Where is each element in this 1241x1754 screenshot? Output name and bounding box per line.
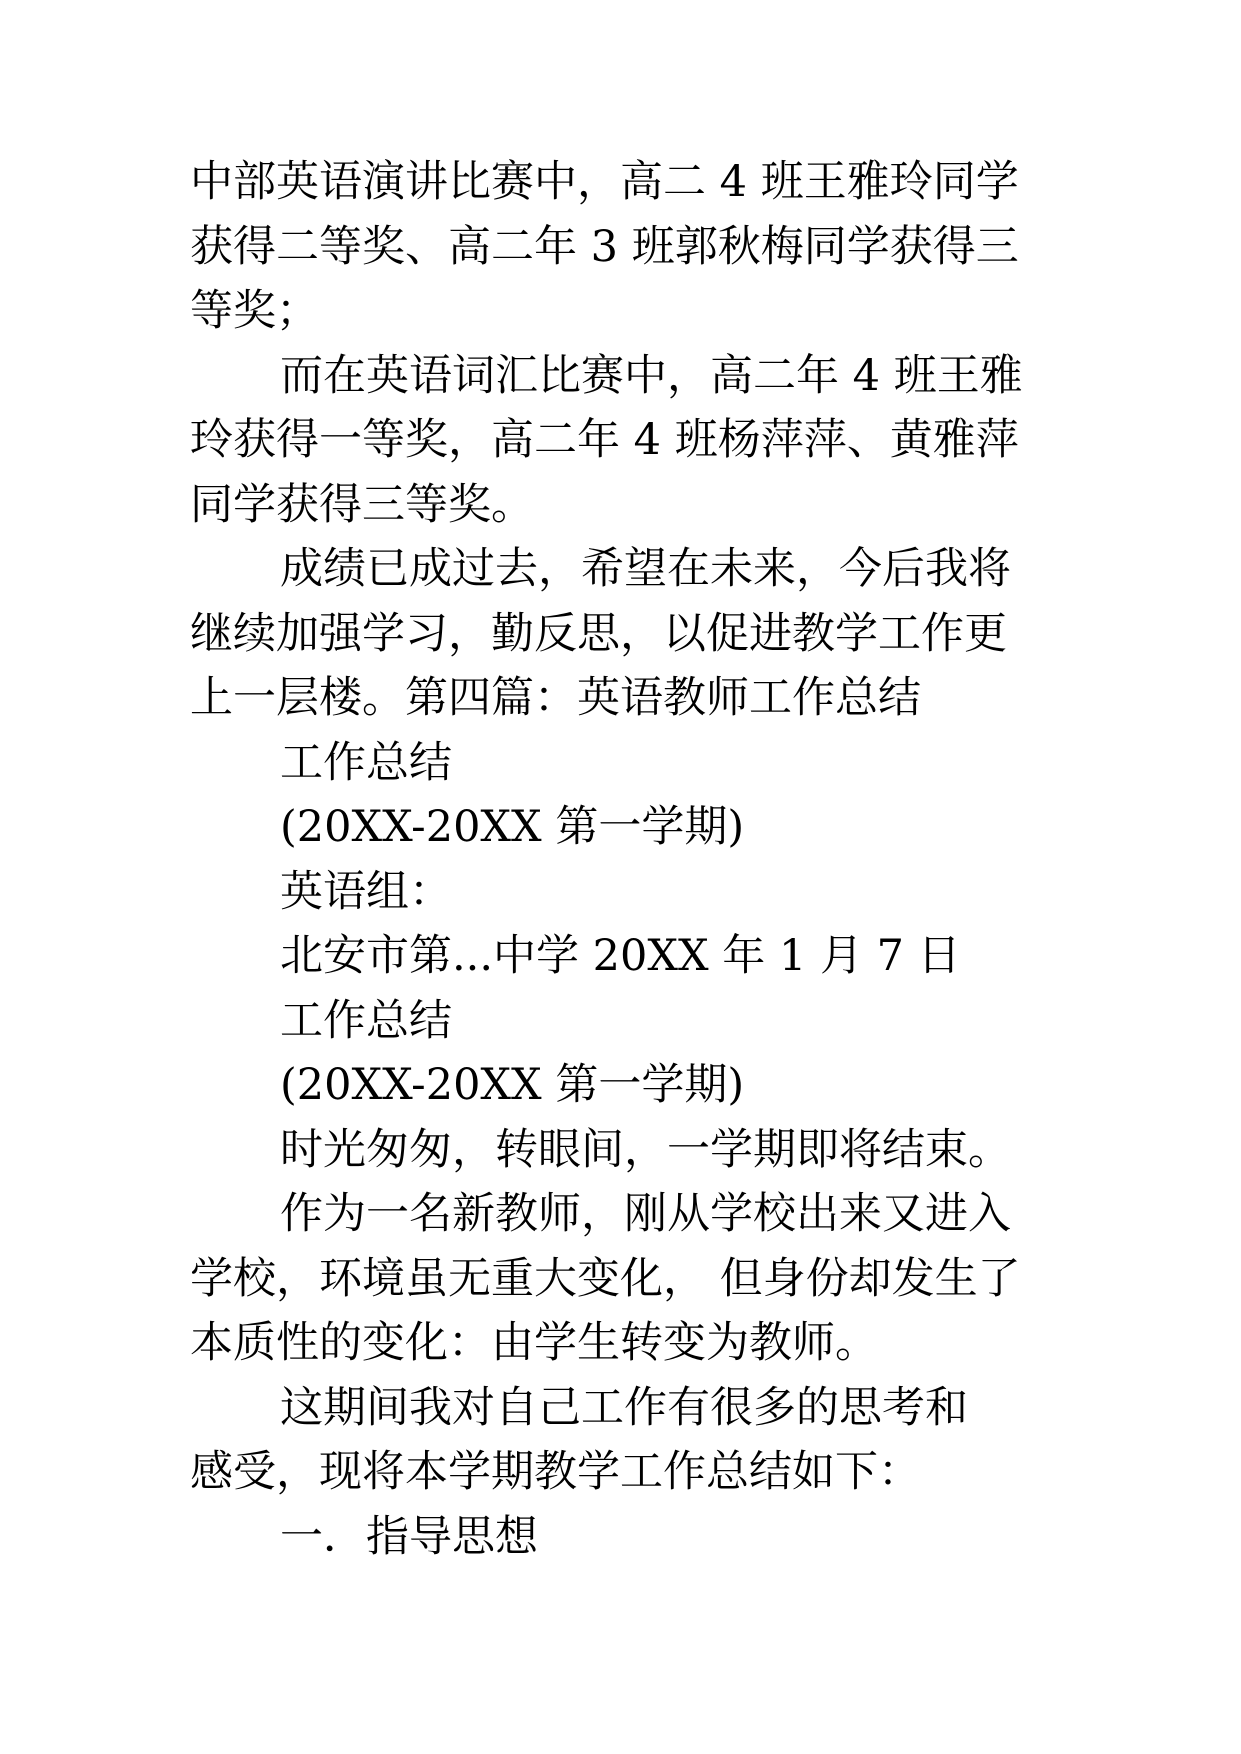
text-line: 上一层楼。第四篇：英语教师工作总结 xyxy=(190,673,921,723)
text-line: 获得二等奖、高二年 3 班郭秋梅同学获得三 xyxy=(190,221,1019,272)
text-line: 同学获得三等奖。 xyxy=(190,479,534,530)
text-line: 作为一名新教师，刚从学校出来又进入 xyxy=(280,1189,1011,1239)
text-line: (20XX-20XX 第一学期) xyxy=(280,802,745,852)
text-line: 工作总结 xyxy=(280,737,452,788)
text-line: 玲获得一等奖，高二年 4 班杨萍萍、黄雅萍 xyxy=(190,415,1019,465)
text-line: 感受，现将本学期教学工作总结如下： xyxy=(190,1447,921,1497)
text-line: 成绩已成过去，希望在未来，今后我将 xyxy=(280,544,1011,594)
text-line: 北安市第...中学 20XX 年 1 月 7 日 xyxy=(280,931,961,981)
document-body xyxy=(190,150,1070,1569)
text-line: 工作总结 xyxy=(280,995,452,1046)
text-line: 一．指导思想 xyxy=(280,1511,538,1562)
text-line: 而在英语词汇比赛中，高二年 4 班王雅 xyxy=(280,350,1023,401)
text-line: 英语组： xyxy=(280,866,452,917)
text-line: 本质性的变化：由学生转变为教师。 xyxy=(190,1318,878,1368)
text-line: 等奖； xyxy=(190,286,319,336)
text-line: 这期间我对自己工作有很多的思考和 xyxy=(280,1382,968,1433)
text-line: 时光匆匆，转眼间，一学期即将结束。 xyxy=(280,1124,1011,1175)
text-line: 学校，环境虽无重大变化， 但身份却发生了 xyxy=(190,1253,1021,1304)
text-line: (20XX-20XX 第一学期) xyxy=(280,1060,745,1110)
text-line: 中部英语演讲比赛中，高二 4 班王雅玲同学 xyxy=(190,157,1019,207)
text-line: 继续加强学习，勤反思，以促进教学工作更 xyxy=(190,608,1007,659)
